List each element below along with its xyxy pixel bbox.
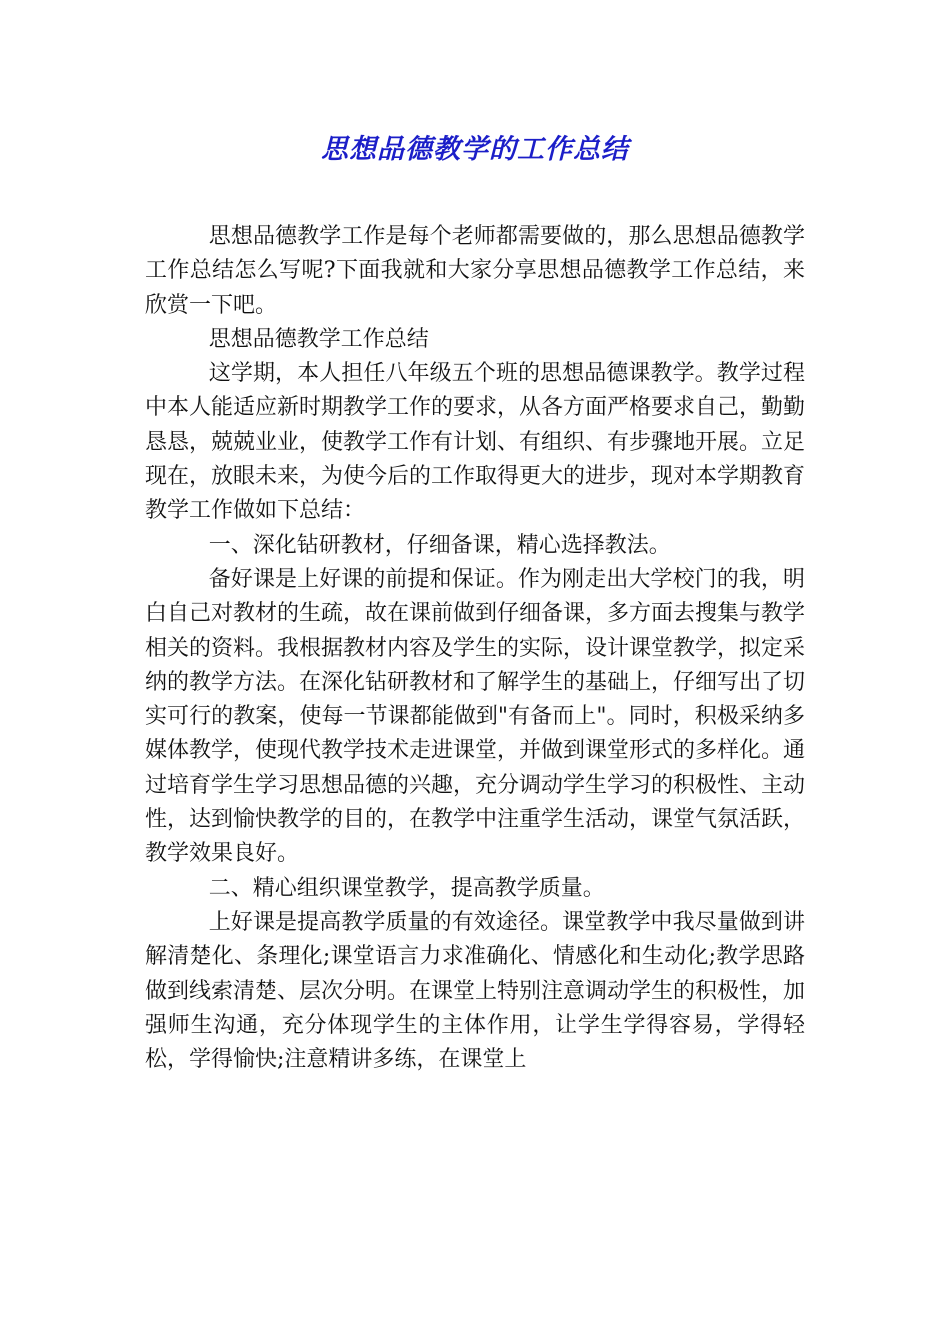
paragraph-intro: 思想品德教学工作是每个老师都需要做的，那么思想品德教学工作总结怎么写呢?下面我就和大家分享思想品德教学工作总结，来欣赏一下吧。: [145, 224, 805, 318]
paragraph-overview: 这学期，本人担任八年级五个班的思想品德课教学。教学过程中本人能适应新时期教学工作的要求，从各方面严格要求自己，勤勤恳恳，兢兢业业，使教学工作有计划、有组织、有步骤地开展。立足现在，放眼未来，为使今后的工作取得更大的进步，现对本学期教育教学工作做如下总结：: [145, 361, 806, 524]
paragraph-section-2: 上好课是提高教学质量的有效途径。课堂教学中我尽量做到讲解清楚化、条理化;课堂语言力求准确化、情感化和生动化;教学思路做到线索清楚、层次分明。在课堂上特别注意调动学生的积极性，加强师生沟通，充分体现学生的主体作用，让学生学得容易，学得轻松，学得愉快;注意精讲多练，在课堂上: [145, 909, 806, 1073]
section-heading-2: 二、精心组织课堂教学，提高教学质量。: [208, 875, 605, 901]
section-heading-1: 一、深化钻研教材，仔细备课，精心选择教法。: [208, 532, 671, 558]
paragraph-subtitle: 思想品德教学工作总结: [208, 326, 429, 352]
document-title: 思想品德教学的工作总结: [321, 134, 629, 165]
paragraph-section-1: 备好课是上好课的前提和保证。作为刚走出大学校门的我，明白自己对教材的生疏，故在课前做到仔细备课，多方面去搜集与教学相关的资料。我根据教材内容及学生的实际，设计课堂教学，拟定采纳的教学方法。在深化钻研教材和了解学生的基础上，仔细写出了切实可行的教案，使每一节课都能做到"有备而上"。同时，积极采纳多媒体教学，使现代教学技术走进课堂，并做到课堂形式的多样化。通过培育学生学习思想品德的兴趣，充分调动学生学习的积极性、主动性，达到愉快教学的目的，在教学中注重学生活动，课堂气氛活跃，教学效果良好。: [145, 566, 806, 867]
document-body: [145, 220, 805, 1077]
